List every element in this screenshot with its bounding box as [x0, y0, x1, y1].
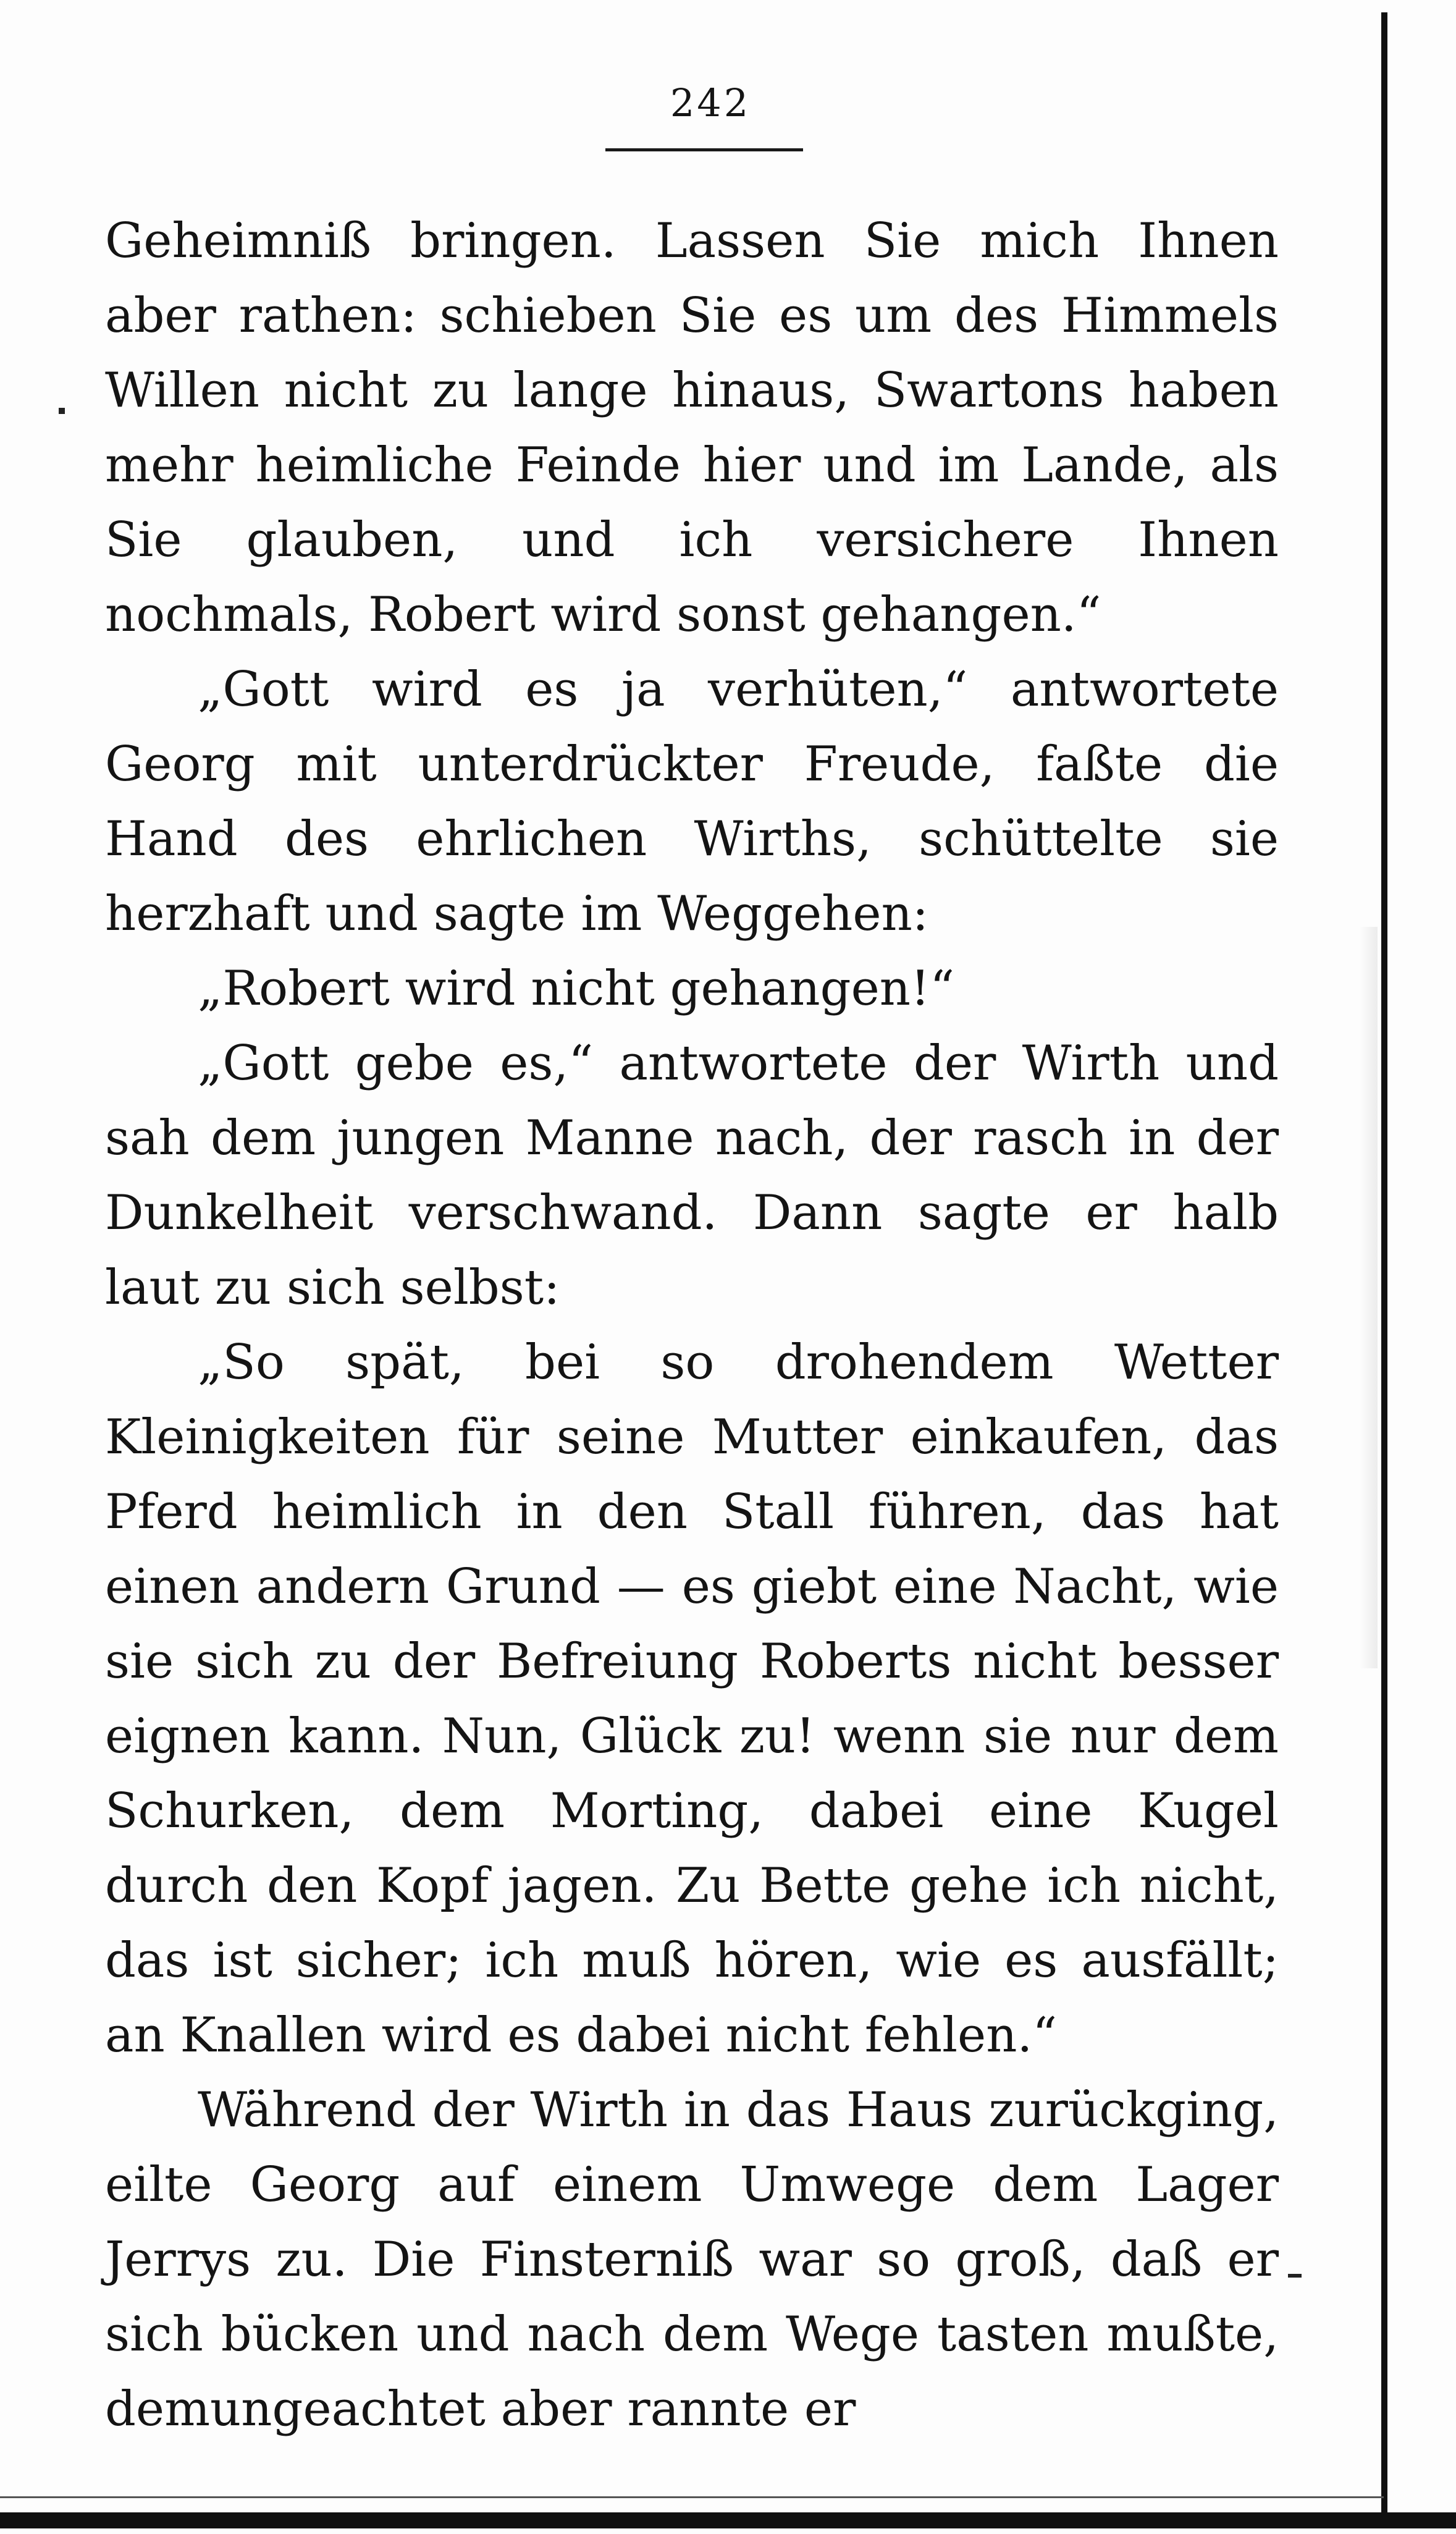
- paragraph-5: „So spät, bei so drohendem Wetter Kleinigkeiten für seine Mutter einkaufen, das Pferd heimlich in den Stall führen, das hat einen andern Grund — es giebt eine Nacht, wie sie sich zu der Befreiung Roberts nicht besser eignen kann. Nun, Glück zu! wenn sie nur dem Schurken, dem Morting, dabei eine Kugel durch den Kopf jagen. Zu Bette gehe ich nicht, das ist sicher; ich muß hören, wie es ausfällt; an Knallen wird es dabei nicht fehlen.“: [105, 1335, 1279, 2063]
- paragraph-6: Während der Wirth in das Haus zurückging, eilte Georg auf einem Umwege dem Lager Jerrys zu. Die Finsterniß war so groß, daß er sich bücken und nach dem Wege tasten mußte, demungeachtet aber rannte er: [105, 2082, 1279, 2437]
- paragraph-1: Geheimniß bringen. Lassen Sie mich Ihnen aber rathen: schieben Sie es um des Himmels Willen nicht zu lange hinaus, Swartons haben mehr heimliche Feinde hier und im Lande, als Sie glauben, und ich versichere Ihnen nochmals, Robert wird sonst gehangen.“: [105, 213, 1279, 643]
- page-edge-bottom-thin: [0, 2496, 1384, 2498]
- paragraph-4: „Gott gebe es,“ antwortete der Wirth und sah dem jungen Manne nach, der rasch in der Dunkelheit verschwand. Dann sagte er halb laut zu sich selbst:: [105, 1036, 1279, 1316]
- header-rule: [605, 148, 803, 151]
- scan-speck: [1288, 2274, 1302, 2278]
- page-edge-bottom: [0, 2512, 1456, 2528]
- body-text: [105, 204, 1279, 2447]
- page-number: 242: [670, 80, 751, 125]
- scan-speck: [59, 408, 65, 414]
- paragraph-3: „Robert wird nicht gehangen!“: [198, 961, 955, 1016]
- paragraph-2: „Gott wird es ja verhüten,“ antwortete Georg mit unterdrückter Freude, faßte die Hand des ehrlichen Wirths, schüttelte sie herzhaft und sagte im Weggehen:: [105, 662, 1279, 942]
- page-edge-shadow: [1359, 927, 1378, 1668]
- page-edge-right: [1381, 12, 1387, 2515]
